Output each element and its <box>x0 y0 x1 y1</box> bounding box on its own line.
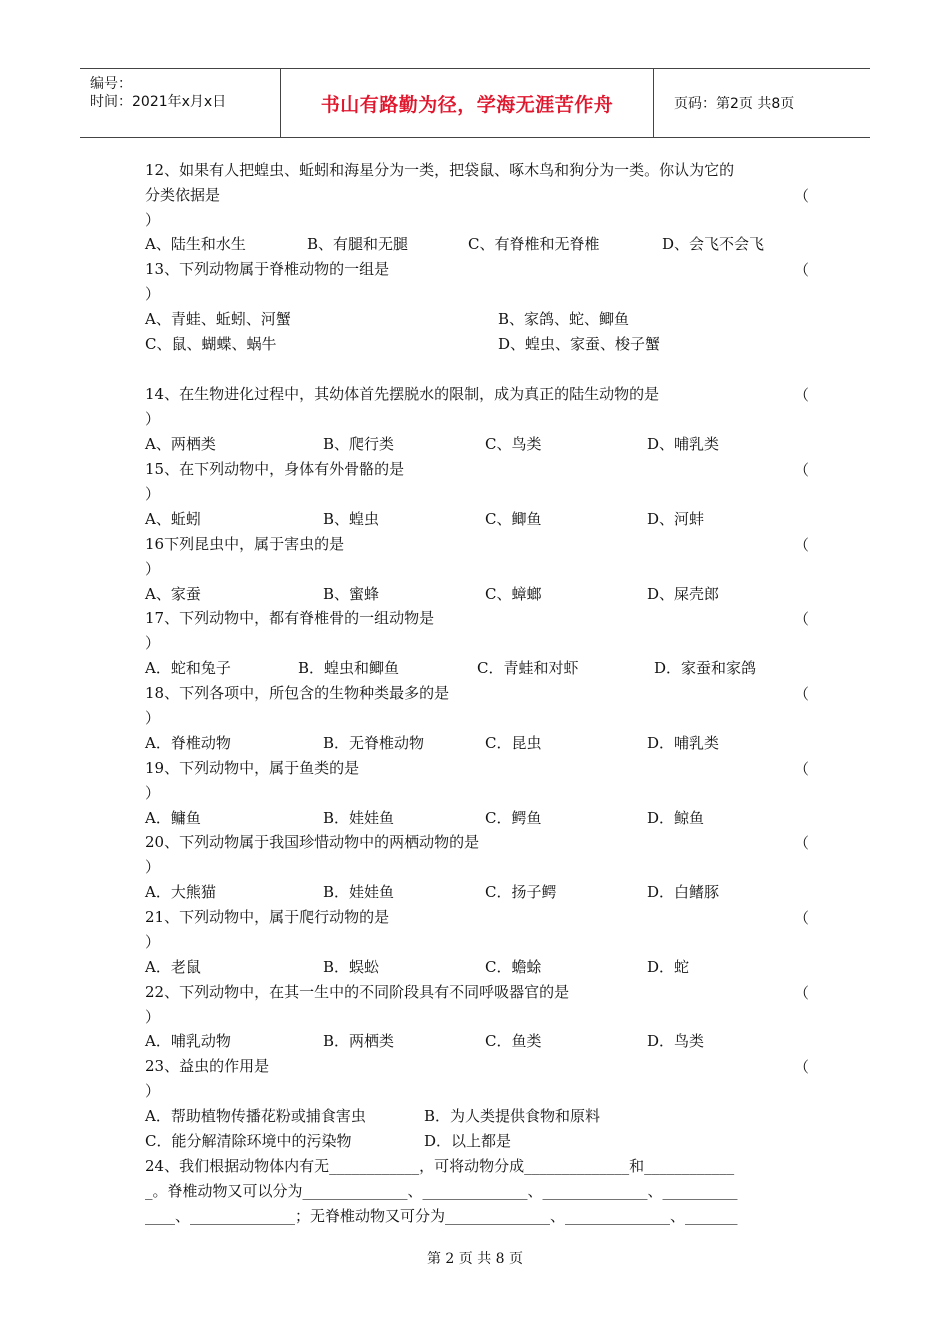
option-a: A．帮助植物传播花粉或捕食害虫 <box>145 1107 366 1125</box>
option-d: D、蝗虫、家蚕、梭子蟹 <box>498 335 661 353</box>
option-c: C、鲫鱼 <box>485 510 542 528</box>
question-stem: 15、在下列动物中，身体有外骨骼的是 <box>145 460 405 478</box>
page-info-text: 页码：第2页 共8页 <box>674 96 795 112</box>
answer-paren-close: ） <box>145 1082 161 1100</box>
question-stem: 16下列昆虫中，属于害虫的是 <box>145 535 345 553</box>
header-meta-cell <box>80 69 281 137</box>
fill-blank-line: _。脊椎动物又可以分为______________、______________、______________、__________ <box>145 1182 738 1200</box>
answer-paren-open: （ <box>794 610 810 628</box>
option-b: B．娃娃鱼 <box>323 883 395 901</box>
question-stem: 14、在生物进化过程中，其幼体首先摆脱水的限制，成为真正的陆生动物的是 <box>145 385 660 403</box>
answer-paren-close: ） <box>145 634 161 652</box>
answer-paren-open: （ <box>794 386 810 404</box>
time-label: 时间：2021年x月x日 <box>90 94 227 110</box>
answer-paren-open: （ <box>794 984 810 1002</box>
answer-paren-open: （ <box>794 261 810 279</box>
question-stem: 13、下列动物属于脊椎动物的一组是 <box>145 260 390 278</box>
answer-paren-close: ） <box>145 485 161 503</box>
option-c: C、鸟类 <box>485 435 542 453</box>
answer-paren-close: ） <box>145 933 161 951</box>
answer-paren-open: （ <box>794 760 810 778</box>
header-page-info <box>664 69 870 137</box>
fill-blank-line: 24、我们根据动物体内有无____________，可将动物分成______________和____________ <box>145 1157 735 1175</box>
answer-paren-close: ） <box>145 709 161 727</box>
option-d: D．哺乳类 <box>647 734 720 752</box>
option-d: D、河蚌 <box>647 510 705 528</box>
answer-paren-open: （ <box>794 834 810 852</box>
option-b: B．为人类提供食物和原料 <box>424 1107 601 1125</box>
option-b: B．蝗虫和鲫鱼 <box>298 659 400 677</box>
question-stem: 分类依据是 <box>145 186 221 204</box>
option-a: A．蛇和兔子 <box>145 659 231 677</box>
answer-paren-open: （ <box>794 536 810 554</box>
question-stem: 19、下列动物中，属于鱼类的是 <box>145 759 360 777</box>
option-c: C、有脊椎和无脊椎 <box>468 235 600 253</box>
page-header <box>80 68 870 138</box>
option-a: A、陆生和水生 <box>145 235 246 253</box>
question-stem: 17、下列动物中，都有脊椎骨的一组动物是 <box>145 609 435 627</box>
option-b: B、家鸽、蛇、鲫鱼 <box>498 310 630 328</box>
question-stem: 21、下列动物中，属于爬行动物的是 <box>145 908 390 926</box>
answer-paren-open: （ <box>794 187 810 205</box>
option-c: C．鱼类 <box>485 1032 542 1050</box>
option-b: B．蜈蚣 <box>323 958 380 976</box>
option-a: A．脊椎动物 <box>145 734 231 752</box>
answer-paren-close: ） <box>145 410 161 428</box>
option-b: B、爬行类 <box>323 435 395 453</box>
option-a: A．鳙鱼 <box>145 809 201 827</box>
question-stem: 12、如果有人把蝗虫、蚯蚓和海星分为一类，把袋鼠、啄木鸟和狗分为一类。你认为它的 <box>145 161 735 179</box>
option-a: A、蚯蚓 <box>145 510 201 528</box>
option-d: D．鸟类 <box>647 1032 705 1050</box>
answer-paren-open: （ <box>794 1058 810 1076</box>
option-b: B．无脊椎动物 <box>323 734 425 752</box>
option-d: D．白鳍豚 <box>647 883 720 901</box>
option-a: A、家蚕 <box>145 585 201 603</box>
number-label: 编号： <box>90 76 132 92</box>
option-a: A、两栖类 <box>145 435 216 453</box>
answer-paren-close: ） <box>145 858 161 876</box>
option-b: B、有腿和无腿 <box>307 235 409 253</box>
option-c: C．扬子鳄 <box>485 883 557 901</box>
option-d: D．家蚕和家鸽 <box>654 659 757 677</box>
option-c: C、蟑螂 <box>485 585 542 603</box>
option-b: B、蜜蜂 <box>323 585 380 603</box>
question-stem: 23、益虫的作用是 <box>145 1057 270 1075</box>
answer-paren-open: （ <box>794 909 810 927</box>
answer-paren-close: ） <box>145 1008 161 1026</box>
question-stem: 18、下列各项中，所包含的生物种类最多的是 <box>145 684 450 702</box>
option-b: B．娃娃鱼 <box>323 809 395 827</box>
option-d: D、屎壳郎 <box>647 585 720 603</box>
option-c: C．能分解清除环境中的污染物 <box>145 1132 352 1150</box>
option-d: D．鲸鱼 <box>647 809 705 827</box>
option-d: D．以上都是 <box>424 1132 512 1150</box>
answer-paren-open: （ <box>794 461 810 479</box>
question-stem: 22、下列动物中，在其一生中的不同阶段具有不同呼吸器官的是 <box>145 983 570 1001</box>
page-footer: 第 2 页 共 8 页 <box>426 1251 524 1267</box>
option-b: B．两栖类 <box>323 1032 395 1050</box>
answer-paren-close: ） <box>145 560 161 578</box>
answer-paren-close: ） <box>145 784 161 802</box>
header-motto: 书山有路勤为径，学海无涯苦作舟 <box>281 69 654 137</box>
answer-paren-open: （ <box>794 685 810 703</box>
fill-blank-line: ____、______________；无脊椎动物又可分为______________、______________、_______ <box>145 1207 738 1225</box>
option-c: C．蟾蜍 <box>485 958 542 976</box>
question-stem: 20、下列动物属于我国珍惜动物中的两栖动物的是 <box>145 833 480 851</box>
answer-paren-close: ） <box>145 211 161 229</box>
option-d: D．蛇 <box>647 958 690 976</box>
option-d: D、哺乳类 <box>647 435 720 453</box>
option-a: A．老鼠 <box>145 958 201 976</box>
answer-paren-close: ） <box>145 285 161 303</box>
option-a: A、青蛙、蚯蚓、河蟹 <box>145 310 291 328</box>
option-c: C．昆虫 <box>485 734 542 752</box>
option-d: D、会飞不会飞 <box>662 235 765 253</box>
option-a: A．大熊猫 <box>145 883 216 901</box>
option-c: C、鼠、蝴蝶、蜗牛 <box>145 335 277 353</box>
option-c: C．鳄鱼 <box>485 809 542 827</box>
option-a: A．哺乳动物 <box>145 1032 231 1050</box>
option-c: C．青蛙和对虾 <box>477 659 579 677</box>
option-b: B、蝗虫 <box>323 510 380 528</box>
